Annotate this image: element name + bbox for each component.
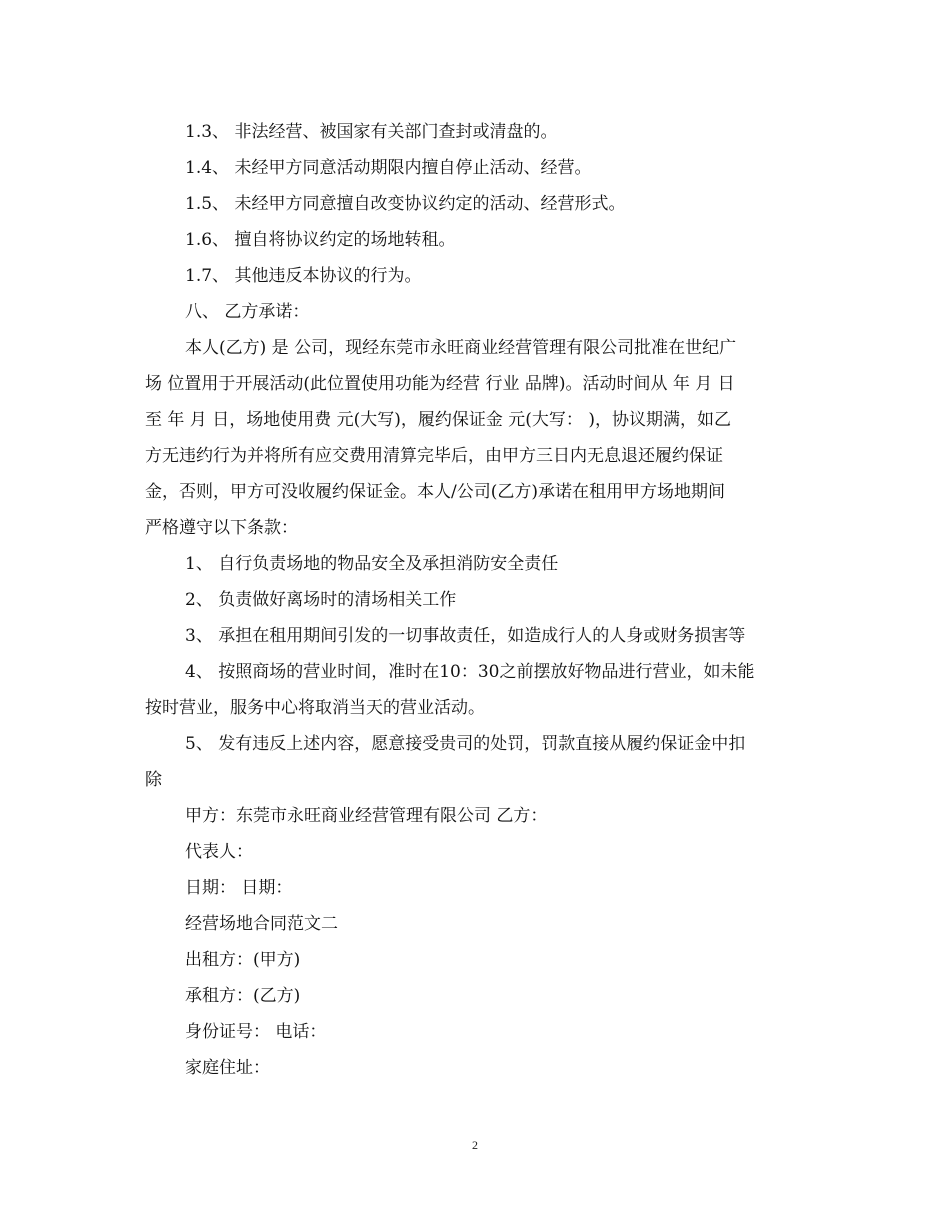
commitment-paragraph (145, 330, 805, 546)
page-number: 2 (472, 1138, 478, 1152)
signature-date: 日期： 日期： (185, 878, 293, 898)
paragraph-line: 本人(乙方) 是 公司，现经东莞市永旺商业经营管理有限公司批准在世纪广 (185, 338, 737, 358)
term-1: 1、 自行负责场地的物品安全及承担消防安全责任 (185, 554, 559, 574)
paragraph-line: 严格遵守以下条款： (145, 518, 298, 538)
clause-1-4: 1.4、 未经甲方同意活动期限内擅自停止活动、经营。 (185, 158, 592, 178)
term-2: 2、 负责做好离场时的清场相关工作 (185, 590, 457, 610)
document-body (145, 114, 805, 1086)
address-line: 家庭住址： (185, 1058, 270, 1078)
signature-representative: 代表人： (185, 842, 253, 862)
clause-1-6: 1.6、 擅自将协议约定的场地转租。 (185, 230, 456, 250)
term-4-line: 4、 按照商场的营业时间，准时在10：30之前摆放好物品进行营业，如未能 (185, 662, 755, 682)
second-contract-title: 经营场地合同范文二 (185, 914, 338, 934)
id-phone-line: 身份证号： 电话： (185, 1022, 327, 1042)
term-5-line: 5、 发有违反上述内容，愿意接受贵司的处罚，罚款直接从履约保证金中扣 (185, 734, 746, 754)
term-3: 3、 承担在租用期间引发的一切事故责任，如造成行人的人身或财务损害等 (185, 626, 746, 646)
clause-1-3: 1.3、 非法经营、被国家有关部门查封或清盘的。 (185, 122, 558, 142)
clause-1-5: 1.5、 未经甲方同意擅自改变协议约定的活动、经营形式。 (185, 194, 626, 214)
paragraph-line: 金，否则，甲方可没收履约保证金。本人/公司(乙方)承诺在租用甲方场地期间 (145, 482, 725, 502)
paragraph-line: 至 年 月 日，场地使用费 元(大写)，履约保证金 元(大写： )，协议期满，如乙 (145, 410, 731, 430)
paragraph-line: 场 位置用于开展活动(此位置使用功能为经营 行业 品牌)。活动时间从 年 月 日 (145, 374, 735, 394)
clause-1-7: 1.7、 其他违反本协议的行为。 (185, 266, 422, 286)
paragraph-line: 方无违约行为并将所有应交费用清算完毕后，由甲方三日内无息退还履约保证 (145, 446, 723, 466)
section-8-heading: 八、 乙方承诺： (185, 302, 310, 322)
term-4-line: 按时营业，服务中心将取消当天的营业活动。 (145, 698, 485, 718)
term-5 (145, 726, 805, 798)
lessee-line: 承租方：(乙方) (185, 986, 301, 1006)
term-5-line: 除 (145, 770, 162, 790)
lessor-line: 出租方：(甲方) (185, 950, 301, 970)
signature-party-a: 甲方：东莞市永旺商业经营管理有限公司 乙方： (185, 806, 548, 826)
term-4 (145, 654, 805, 726)
